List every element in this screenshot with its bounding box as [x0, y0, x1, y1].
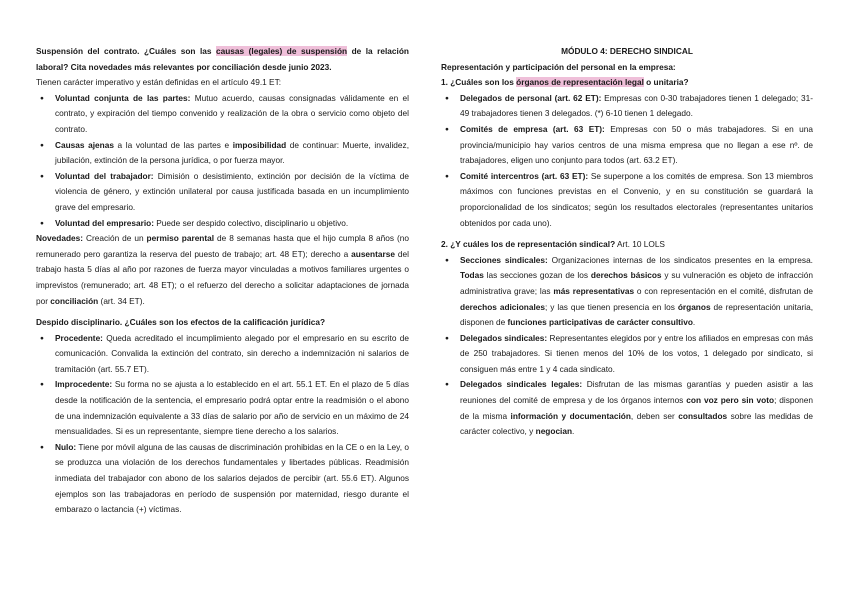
question-1: 1. ¿Cuáles son los órganos de representación legal o unitaria?: [441, 77, 689, 88]
legal-representation-list: [441, 91, 813, 231]
highlighted-text: causas (legales) de suspensión: [216, 46, 348, 56]
union-representation-list: [441, 253, 813, 440]
list-item: ● Procedente: Queda acreditado el incumplimiento alegado por el empresario en su escrito de comunicación. Convalida la extinción del contrato, sin derecho a indemnización ni salarios de tramitación (art. 55.7 ET).: [36, 331, 409, 378]
despido-list: [36, 331, 409, 518]
list-item: ● Nulo: Tiene por móvil alguna de las causas de discriminación prohibidas en la CE o en la Ley, o se produzca una violación de los derechos fundamentales y libertades públicas. Readmisión inmediata del trabajador con abono de los salarios dejados de percibir (art. 55.6 ET). Algunos ejemplos son las trabajadoras en período de suspensión por maternidad, riesgo durante el embarazo o lactancia (+) víctimas.: [36, 440, 409, 518]
highlighted-text: órganos de representación legal: [516, 77, 644, 88]
list-item: ● Voluntad del trabajador: Dimisión o desistimiento, extinción por decisión de la víctima de violencia de género, y extinción unilateral por causa justificada basada en un incumplimiento grave del empresario.: [36, 169, 409, 216]
list-item: ● Delegados sindicales: Representantes elegidos por y entre los afiliados en empresas con más de 250 trabajadores. Si tienen menos del 10% de los votos, 1 delegado por sindicato, si consiguen más entre 1 y 4 cada sindicato.: [441, 331, 813, 378]
novedades-paragraph: Novedades: Creación de un permiso parental de 8 semanas hasta que el hijo cumpla 8 años (no remunerado pero garantiza la reserva del puesto de trabajo; art. 48 ET); derecho a ausentarse del trabajo hasta 5 días al año por razones de fuerza mayor vinculadas a motivos familiares urgentes o imprevistos (remunerado; art. 48 ET); o el refuerzo del derecho a solicitar adaptaciones de jornada por conciliación (art. 34 ET).: [36, 233, 409, 306]
module-subtitle: Representación y participación del personal en la empresa:: [441, 61, 676, 72]
list-item: ● Voluntad conjunta de las partes: Mutuo acuerdo, causas consignadas válidamente en el contrato, y expiración del tiempo convenido y realización de la obra o servicio como objeto del contrato.: [36, 91, 409, 138]
despido-question: Despido disciplinario. ¿Cuáles son los efectos de la calificación jurídica?: [36, 317, 326, 328]
suspension-causes-list: [36, 91, 409, 231]
list-item: ● Delegados sindicales legales: Disfrutan de las mismas garantías y pueden asistir a las reuniones del comité de empresa y de los órganos internos con voz pero sin voto; disponen de la misma información y documentación, deben ser consultados sobre las medidas de carácter colectivo, y negocian.: [441, 377, 813, 439]
list-item: ● Improcedente: Su forma no se ajusta a lo establecido en el art. 55.1 ET. En el plazo de 5 días desde la notificación de la sentencia, el empresario podrá optar entre la readmisión o el abono de una indemnización equivalente a 33 días de salario por año de servicio en un máximo de 24 mensualidades. Si es un representante, siempre tiene derecho a los salarios.: [36, 377, 409, 439]
question-2: 2. ¿Y cuáles los de representación sindical? Art. 10 LOLS: [441, 239, 665, 250]
suspension-intro: Tienen carácter imperativo y están definidas en el artículo 49.1 ET:: [36, 77, 282, 88]
list-item: ● Comité intercentros (art. 63 ET): Se superpone a los comités de empresa. Son 13 miembros máximos con funciones previstas en el Convenio, y en su constitución se guardará la proporcionalidad de los sindicatos; según los resultados electorales (representantes unitarios obtenidos por cada uno).: [441, 169, 813, 231]
list-item: ● Secciones sindicales: Organizaciones internas de los sindicatos presentes en la empresa. Todas las secciones gozan de los derechos básicos y su vulneración es objeto de infracción administrativa grave; las más representativas o con representación en el comité, disfrutan de derechos adicionales; y las que tienen presencia en los órganos de representación unitaria, disponen de funciones participativas de carácter consultivo.: [441, 253, 813, 331]
suspension-question: Suspensión del contrato. ¿Cuáles son las causas (legales) de suspensión de la relación laboral? Cita novedades más relevantes por conciliación desde junio 2023.: [36, 46, 409, 72]
module-title: MÓDULO 4: DERECHO SINDICAL: [561, 46, 693, 56]
right-column: [441, 44, 813, 440]
list-item: ● Delegados de personal (art. 62 ET): Empresas con 0-30 trabajadores tienen 1 delegado; 31-49 trabajadores tienen 3 delegados. (*) 6-10 tienen 1 delegado.: [441, 91, 813, 122]
list-item: ● Voluntad del empresario: Puede ser despido colectivo, disciplinario u objetivo.: [36, 216, 409, 232]
list-item: ● Comités de empresa (art. 63 ET): Empresas con 50 o más trabajadores. Si en una provincia/municipio hay varios centros de una misma empresa que no llegan a ese nº. de trabajadores, eligen uno conjunto para todos (art. 63.2 ET).: [441, 122, 813, 169]
left-column: [36, 44, 409, 518]
list-item: ● Causas ajenas a la voluntad de las partes e imposibilidad de continuar: Muerte, invalidez, jubilación, extinción de la persona jurídica, o por fuerza mayor.: [36, 138, 409, 169]
